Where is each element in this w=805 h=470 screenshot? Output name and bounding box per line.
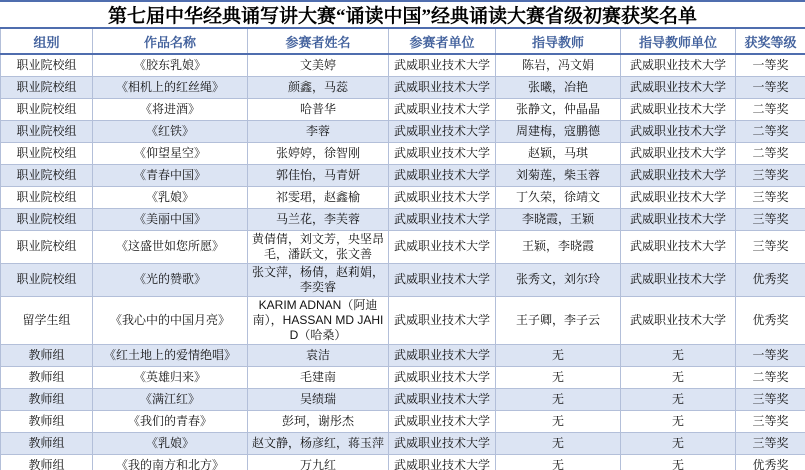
cell-participant-unit: 武威职业技术大学 xyxy=(389,454,496,470)
cell-advisor-unit: 武威职业技术大学 xyxy=(621,98,736,120)
cell-participant-unit: 武威职业技术大学 xyxy=(389,432,496,454)
cell-award-level: 优秀奖 xyxy=(736,296,805,344)
cell-award-level: 一等奖 xyxy=(736,76,805,98)
cell-advisors: 陈岩，冯文娟 xyxy=(496,54,621,76)
cell-award-level: 二等奖 xyxy=(736,120,805,142)
cell-participant-unit: 武威职业技术大学 xyxy=(389,54,496,76)
cell-participant-unit: 武威职业技术大学 xyxy=(389,410,496,432)
table-body xyxy=(1,54,805,470)
cell-group: 职业院校组 xyxy=(1,164,93,186)
cell-advisor-unit: 无 xyxy=(621,410,736,432)
cell-group: 职业院校组 xyxy=(1,186,93,208)
header-row xyxy=(1,29,805,54)
cell-advisors: 无 xyxy=(496,454,621,470)
cell-group: 职业院校组 xyxy=(1,230,93,263)
cell-participant-unit: 武威职业技术大学 xyxy=(389,208,496,230)
cell-work-title: 《胶东乳娘》 xyxy=(93,54,248,76)
cell-group: 职业院校组 xyxy=(1,208,93,230)
cell-advisor-unit: 武威职业技术大学 xyxy=(621,142,736,164)
cell-participant-unit: 武威职业技术大学 xyxy=(389,186,496,208)
cell-participants: 吴绩瑞 xyxy=(248,388,389,410)
cell-award-level: 三等奖 xyxy=(736,432,805,454)
cell-award-level: 三等奖 xyxy=(736,410,805,432)
cell-award-level: 三等奖 xyxy=(736,230,805,263)
cell-participants: 毛建南 xyxy=(248,366,389,388)
cell-work-title: 《我的南方和北方》 xyxy=(93,454,248,470)
cell-advisor-unit: 武威职业技术大学 xyxy=(621,186,736,208)
cell-group: 教师组 xyxy=(1,454,93,470)
cell-advisors: 李晓霞，王颖 xyxy=(496,208,621,230)
cell-award-level: 二等奖 xyxy=(736,98,805,120)
table-row xyxy=(1,120,805,142)
column-header: 参赛者单位 xyxy=(389,29,496,54)
cell-participant-unit: 武威职业技术大学 xyxy=(389,296,496,344)
table-row xyxy=(1,76,805,98)
column-header: 作品名称 xyxy=(93,29,248,54)
cell-award-level: 优秀奖 xyxy=(736,454,805,470)
cell-group: 职业院校组 xyxy=(1,54,93,76)
cell-participant-unit: 武威职业技术大学 xyxy=(389,142,496,164)
cell-participants: 袁洁 xyxy=(248,344,389,366)
cell-participants: 文美婷 xyxy=(248,54,389,76)
cell-work-title: 《青春中国》 xyxy=(93,164,248,186)
cell-award-level: 二等奖 xyxy=(736,142,805,164)
cell-group: 职业院校组 xyxy=(1,98,93,120)
cell-work-title: 《乳娘》 xyxy=(93,186,248,208)
cell-participant-unit: 武威职业技术大学 xyxy=(389,120,496,142)
cell-advisor-unit: 武威职业技术大学 xyxy=(621,263,736,296)
cell-advisor-unit: 无 xyxy=(621,454,736,470)
cell-advisor-unit: 无 xyxy=(621,344,736,366)
page-title: 第七届中华经典诵写讲大赛“诵读中国”经典诵读大赛省级初赛获奖名单 xyxy=(0,2,805,29)
cell-award-level: 二等奖 xyxy=(736,366,805,388)
cell-work-title: 《美丽中国》 xyxy=(93,208,248,230)
cell-participant-unit: 武威职业技术大学 xyxy=(389,263,496,296)
cell-advisor-unit: 无 xyxy=(621,366,736,388)
column-header: 获奖等级 xyxy=(736,29,805,54)
cell-advisors: 周建梅，寇鹏德 xyxy=(496,120,621,142)
cell-advisors: 无 xyxy=(496,388,621,410)
cell-award-level: 三等奖 xyxy=(736,388,805,410)
cell-group: 教师组 xyxy=(1,344,93,366)
cell-work-title: 《英雄归来》 xyxy=(93,366,248,388)
table-row xyxy=(1,366,805,388)
cell-advisors: 张静文，仲晶晶 xyxy=(496,98,621,120)
cell-work-title: 《这盛世如您所愿》 xyxy=(93,230,248,263)
cell-participants: 彭珂，谢彤杰 xyxy=(248,410,389,432)
cell-advisors: 赵颖，马琪 xyxy=(496,142,621,164)
cell-participants: KARIM ADNAN（阿迪南），HASSAN MD JAHID（哈桑） xyxy=(248,296,389,344)
cell-participants: 哈普华 xyxy=(248,98,389,120)
cell-participants: 李蓉 xyxy=(248,120,389,142)
column-header: 指导教师单位 xyxy=(621,29,736,54)
cell-advisor-unit: 武威职业技术大学 xyxy=(621,54,736,76)
cell-group: 职业院校组 xyxy=(1,120,93,142)
cell-award-level: 优秀奖 xyxy=(736,263,805,296)
cell-advisor-unit: 武威职业技术大学 xyxy=(621,208,736,230)
cell-participant-unit: 武威职业技术大学 xyxy=(389,230,496,263)
cell-work-title: 《将进酒》 xyxy=(93,98,248,120)
cell-advisors: 无 xyxy=(496,432,621,454)
cell-work-title: 《我们的青春》 xyxy=(93,410,248,432)
cell-advisors: 无 xyxy=(496,410,621,432)
cell-participants: 张文萍，杨倩，赵莉娟，李奕睿 xyxy=(248,263,389,296)
cell-participants: 张婷婷，徐智刚 xyxy=(248,142,389,164)
cell-award-level: 一等奖 xyxy=(736,54,805,76)
cell-participant-unit: 武威职业技术大学 xyxy=(389,366,496,388)
cell-participant-unit: 武威职业技术大学 xyxy=(389,76,496,98)
cell-participants: 万九红 xyxy=(248,454,389,470)
cell-advisors: 王颖，李晓霞 xyxy=(496,230,621,263)
table-row xyxy=(1,208,805,230)
table-row xyxy=(1,344,805,366)
table-row xyxy=(1,296,805,344)
cell-award-level: 三等奖 xyxy=(736,164,805,186)
table-row xyxy=(1,410,805,432)
column-header: 参赛者姓名 xyxy=(248,29,389,54)
cell-work-title: 《光的赞歌》 xyxy=(93,263,248,296)
cell-participant-unit: 武威职业技术大学 xyxy=(389,344,496,366)
table-row xyxy=(1,54,805,76)
table-row xyxy=(1,454,805,470)
table-row xyxy=(1,432,805,454)
cell-work-title: 《仰望星空》 xyxy=(93,142,248,164)
cell-participants: 颜鑫，马蕊 xyxy=(248,76,389,98)
cell-advisor-unit: 武威职业技术大学 xyxy=(621,164,736,186)
cell-participant-unit: 武威职业技术大学 xyxy=(389,164,496,186)
cell-participants: 马兰花，李芙蓉 xyxy=(248,208,389,230)
cell-advisors: 无 xyxy=(496,344,621,366)
cell-participants: 赵文静，杨彦红，蒋玉萍 xyxy=(248,432,389,454)
cell-award-level: 三等奖 xyxy=(736,186,805,208)
cell-advisor-unit: 武威职业技术大学 xyxy=(621,120,736,142)
cell-group: 教师组 xyxy=(1,410,93,432)
cell-award-level: 三等奖 xyxy=(736,208,805,230)
cell-advisor-unit: 武威职业技术大学 xyxy=(621,296,736,344)
cell-work-title: 《我心中的中国月亮》 xyxy=(93,296,248,344)
cell-advisors: 刘菊莲，柴玉蓉 xyxy=(496,164,621,186)
cell-advisor-unit: 无 xyxy=(621,432,736,454)
table-row xyxy=(1,164,805,186)
cell-advisors: 王子卿，李子云 xyxy=(496,296,621,344)
cell-group: 职业院校组 xyxy=(1,76,93,98)
cell-advisors: 张秀文，刘尔玲 xyxy=(496,263,621,296)
table-row xyxy=(1,388,805,410)
cell-advisor-unit: 武威职业技术大学 xyxy=(621,230,736,263)
cell-work-title: 《相机上的红丝绳》 xyxy=(93,76,248,98)
award-table xyxy=(0,29,805,470)
cell-award-level: 一等奖 xyxy=(736,344,805,366)
cell-advisors: 丁久荣，徐靖文 xyxy=(496,186,621,208)
table-row xyxy=(1,230,805,263)
column-header: 组别 xyxy=(1,29,93,54)
cell-group: 教师组 xyxy=(1,388,93,410)
cell-advisors: 无 xyxy=(496,366,621,388)
cell-group: 职业院校组 xyxy=(1,263,93,296)
cell-work-title: 《满江红》 xyxy=(93,388,248,410)
cell-group: 职业院校组 xyxy=(1,142,93,164)
column-header: 指导教师 xyxy=(496,29,621,54)
cell-participant-unit: 武威职业技术大学 xyxy=(389,388,496,410)
cell-participant-unit: 武威职业技术大学 xyxy=(389,98,496,120)
table-row xyxy=(1,263,805,296)
cell-work-title: 《红铁》 xyxy=(93,120,248,142)
cell-participants: 郭佳怡，马青妍 xyxy=(248,164,389,186)
cell-advisor-unit: 无 xyxy=(621,388,736,410)
cell-advisors: 张曦，冶艳 xyxy=(496,76,621,98)
cell-group: 教师组 xyxy=(1,432,93,454)
cell-participants: 祁雯珺，赵鑫榆 xyxy=(248,186,389,208)
cell-work-title: 《乳娘》 xyxy=(93,432,248,454)
cell-participants: 黄倩倩，刘文芳，央坚昂毛，潘跃文，张文善 xyxy=(248,230,389,263)
table-row xyxy=(1,98,805,120)
cell-advisor-unit: 武威职业技术大学 xyxy=(621,76,736,98)
cell-work-title: 《红土地上的爱情绝唱》 xyxy=(93,344,248,366)
cell-group: 教师组 xyxy=(1,366,93,388)
table-row xyxy=(1,142,805,164)
table-row xyxy=(1,186,805,208)
cell-group: 留学生组 xyxy=(1,296,93,344)
